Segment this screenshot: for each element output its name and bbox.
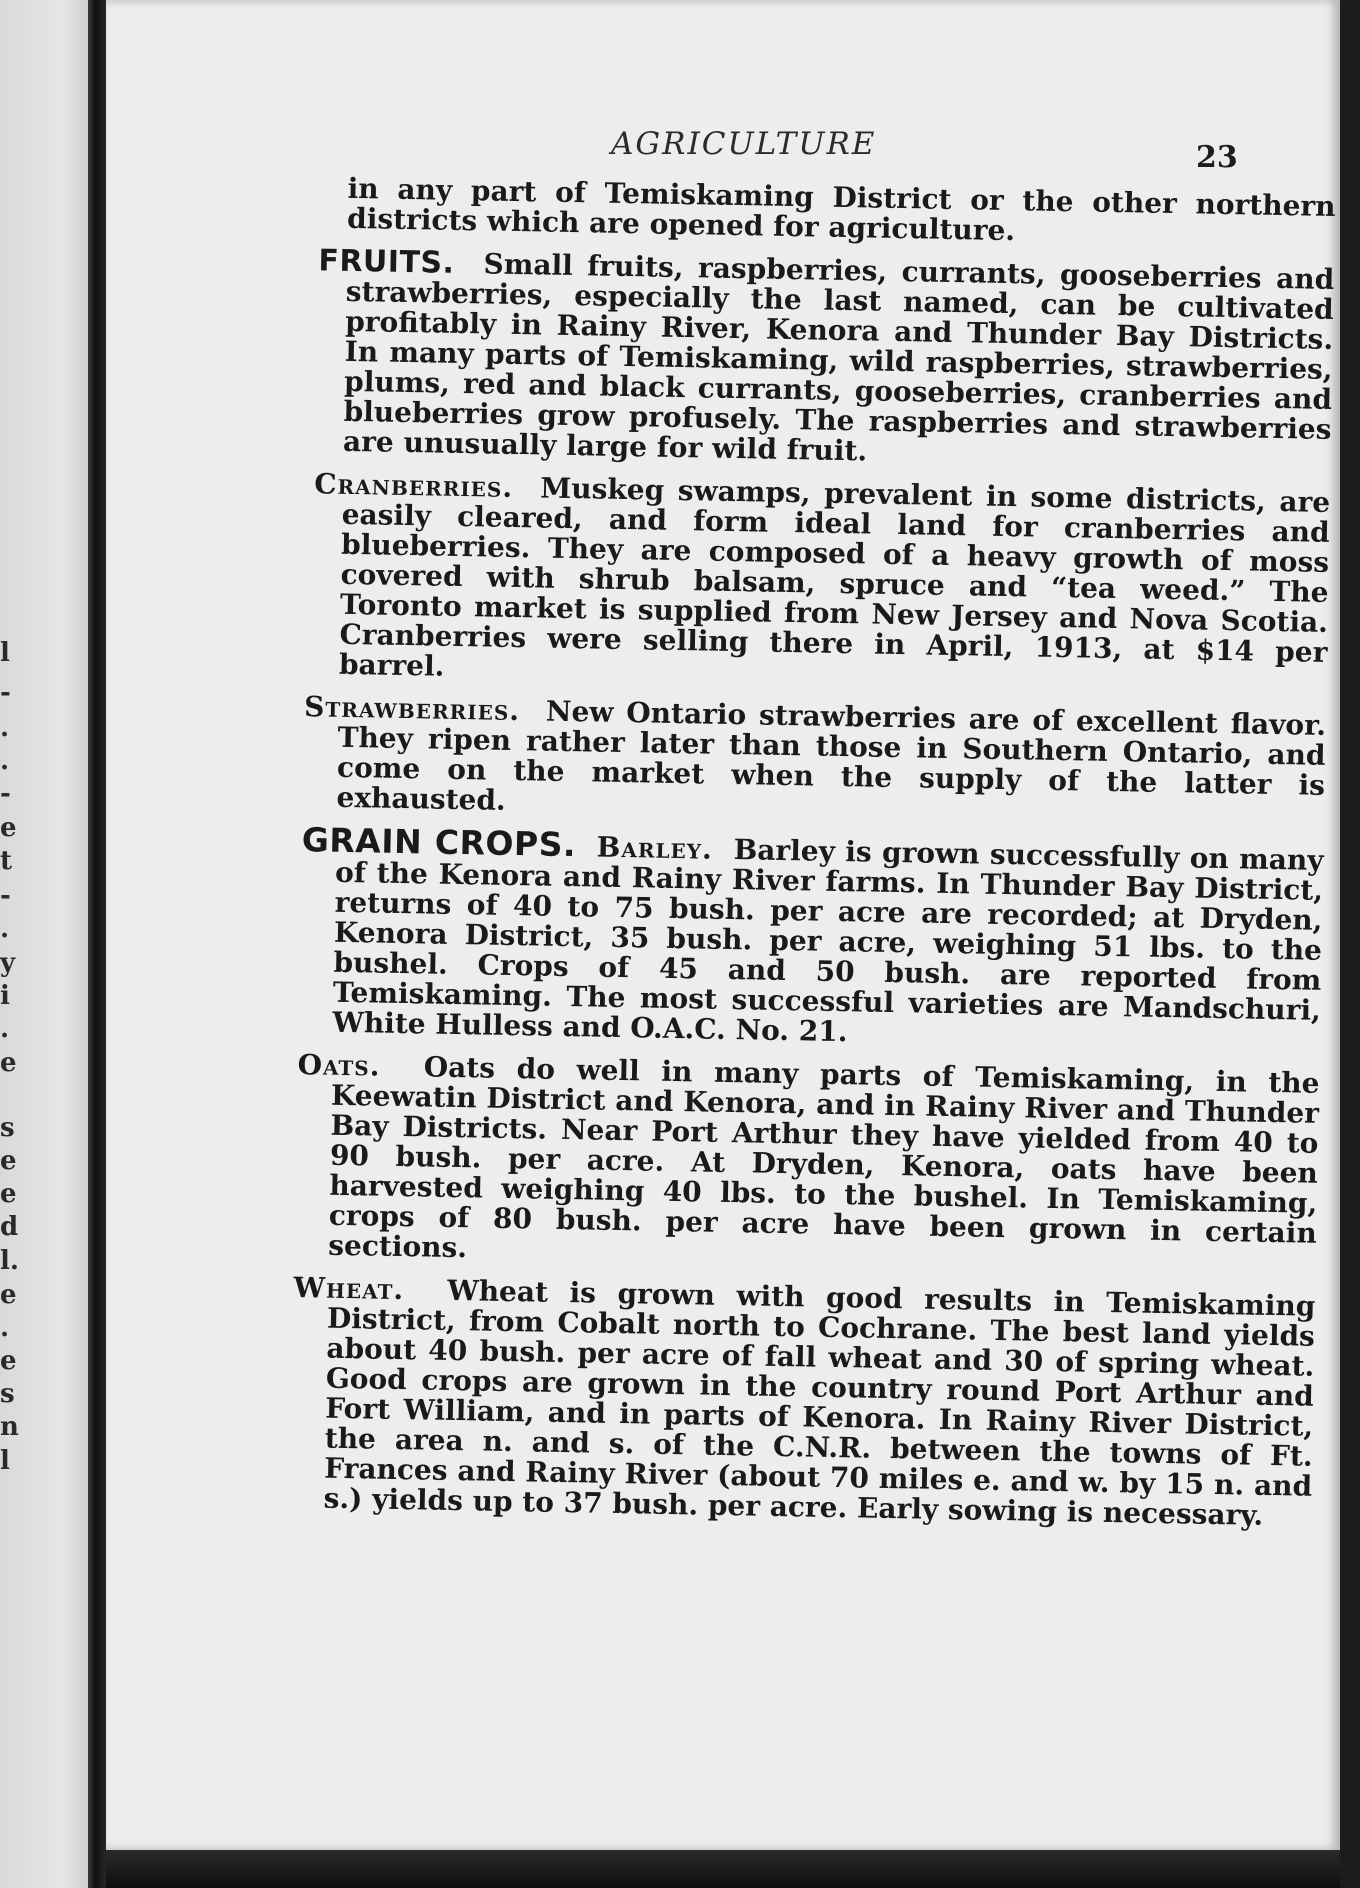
margin-fragment: .	[0, 746, 10, 776]
margin-fragment: .	[0, 713, 10, 743]
oats-paragraph	[226, 1049, 1320, 1279]
margin-fragment: t	[0, 846, 13, 876]
margin-fragment: e	[0, 1346, 17, 1376]
cranberries-paragraph	[237, 468, 1331, 698]
strawberries-text: New Ontario strawberries are of excellent flavor. They ripen rather later than those in Southern Ontario, and come on the market when the supply of the latter is exhausted.	[336, 694, 1327, 817]
margin-fragment: -	[0, 779, 11, 809]
margin-fragment: s	[0, 1113, 15, 1143]
margin-fragment: i	[0, 981, 10, 1011]
grain-crops-heading: GRAIN CROPS.	[301, 820, 577, 865]
wheat-heading: Wheat.	[293, 1271, 405, 1307]
margin-fragment: l	[0, 638, 10, 668]
margin-fragment: s	[0, 1379, 15, 1409]
fruits-text: Small fruits, raspberries, currants, gooseberries and strawberries, especially the last named, can be cultivated profitably in Rainy River, Kenora and Thunder Bay Districts. In many parts of Temiskaming, wild raspberries, strawberries, plums, red and black currants, gooseberries, cranberries and blueberries grow profusely. The raspberries and strawberries are unusually large for wild fruit.	[342, 247, 1335, 468]
intro-paragraph	[245, 172, 1336, 252]
book-gutter	[88, 0, 106, 1888]
margin-fragment: e	[0, 813, 17, 843]
barley-subheading: Barley.	[596, 830, 714, 866]
book-page	[106, 0, 1340, 1850]
margin-fragment: l.	[0, 1246, 19, 1276]
margin-fragment: e	[0, 1146, 17, 1176]
fruits-paragraph	[241, 245, 1335, 475]
wheat-text: Wheat is grown with good results in Temiskaming District, from Cobalt north to Cochrane. The best land yields about 40 bush. per acre of fall wheat and 30 of spring wheat. Good crops are grown in the country round Port Arthur and Fort William, and in parts of Kenora. In Rainy River District, the area n. and s. of the C.N.R. between the towns of Ft. Frances and Rainy River (about 70 miles e. and w. by 15 n. and s.) yields up to 37 bush. per acre. Early sowing is necessary.	[323, 1273, 1316, 1532]
margin-fragment: l	[0, 1446, 10, 1476]
margin-fragment: n	[0, 1412, 19, 1442]
intro-text: in any part of Temiskaming District or the other northern districts which are opened for agriculture.	[346, 171, 1336, 248]
margin-fragment: e	[0, 1048, 17, 1078]
strawberries-paragraph	[234, 691, 1326, 831]
grain-crops-paragraph	[230, 820, 1324, 1056]
running-head: AGRICULTURE	[611, 126, 877, 162]
barley-text: Barley is grown successfully on many of the Kenora and Rainy River farms. In Thunder Bay District, returns of 40 to 75 bush. per acre are recorded; at Dryden, Kenora District, 35 bush. per acre, weighing 51 lbs. to the bushel. Crops of 45 and 50 bush. are reported from Temiskaming. The most successful varieties are Mandschuri, White Hulless and O.A.C. No. 21.	[332, 833, 1324, 1049]
margin-fragment: y	[0, 948, 16, 978]
margin-fragment: -	[0, 881, 11, 911]
cranberries-heading: Cranberries.	[313, 467, 514, 504]
fruits-heading: FRUITS.	[318, 243, 455, 281]
page-body	[221, 172, 1336, 1545]
margin-fragment: e	[0, 1280, 17, 1310]
page-bottom-edge	[106, 1850, 1340, 1888]
margin-fragment: .	[0, 1313, 10, 1343]
margin-fragment: -	[0, 678, 11, 708]
previous-page-edge	[0, 0, 88, 1888]
page-number: 23	[1196, 140, 1238, 175]
oats-heading: Oats.	[297, 1048, 381, 1083]
page-header	[106, 116, 1340, 176]
page-right-edge	[1340, 0, 1360, 1888]
wheat-paragraph	[221, 1272, 1315, 1532]
margin-fragment: e	[0, 1179, 17, 1209]
margin-fragment: .	[0, 914, 10, 944]
oats-text: Oats do well in many parts of Temiskaming, in the Keewatin District and Kenora, and in Rainy River and Thunder Bay Districts. Near Port Arthur they have yielded from 40 to 90 bush. per acre. At Dryden, Kenora, oats have been harvested weighing 40 lbs. to the bushel. In Temiskaming, crops of 80 bush. per acre have been grown in certain sections.	[328, 1050, 1320, 1265]
cranberries-text: Muskeg swamps, prevalent in some districts, are easily cleared, and form ideal land for cranberries and blueberries. They are composed of a heavy growth of moss covered with shrub balsam, spruce and “tea weed.” The Toronto market is supplied from New Jersey and Nova Scotia. Cranberries were selling there in April, 1913, at $14 per barrel.	[338, 471, 1331, 683]
strawberries-heading: Strawberries.	[303, 690, 521, 728]
margin-fragment: .	[0, 1014, 10, 1044]
margin-fragment: d	[0, 1212, 19, 1242]
